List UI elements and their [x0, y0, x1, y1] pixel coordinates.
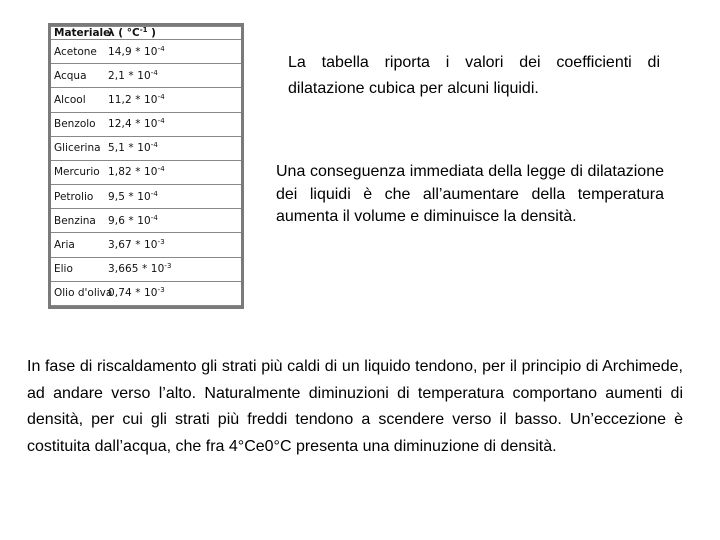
material-name: Aria — [51, 233, 105, 257]
coefficient-mantissa: 12,4 * 10 — [108, 118, 158, 131]
coefficient-exponent: -4 — [150, 189, 158, 198]
table-row — [51, 88, 241, 112]
coefficient-mantissa: 5,1 * 10 — [108, 142, 151, 155]
coefficient-mantissa: 9,5 * 10 — [108, 190, 151, 203]
material-name: Benzolo — [51, 112, 105, 136]
material-name: Olio d'oliva — [51, 281, 105, 305]
coefficient-exponent: -4 — [157, 117, 165, 126]
table-row — [51, 40, 241, 64]
table-header-row — [51, 27, 241, 40]
table-body — [51, 40, 241, 306]
coefficient-value — [105, 136, 241, 160]
table-row — [51, 136, 241, 160]
coefficient-value — [105, 160, 241, 184]
consequence-paragraph: Una conseguenza immediata della legge di dilatazione dei liquidi è che all’aumentare della temperatura aumenta il volume e diminuisce la densità. — [276, 163, 664, 225]
header-unit-exp: -1 — [139, 26, 148, 34]
material-name: Petrolio — [51, 185, 105, 209]
table-row — [51, 233, 241, 257]
coefficient-value — [105, 257, 241, 281]
table-row — [51, 185, 241, 209]
coefficient-table — [51, 26, 241, 306]
header-material: Materiale — [51, 27, 105, 40]
coefficient-mantissa: 14,9 * 10 — [108, 45, 158, 58]
coefficient-value — [105, 112, 241, 136]
coefficient-mantissa: 3,665 * 10 — [108, 263, 165, 276]
intro-paragraph: La tabella riporta i valori dei coefficienti di dilatazione cubica per alcuni liquidi. — [288, 54, 660, 97]
material-name: Elio — [51, 257, 105, 281]
coefficient-exponent: -4 — [157, 44, 165, 53]
material-name: Benzina — [51, 209, 105, 233]
coefficient-exponent: -4 — [157, 92, 165, 101]
coefficient-value — [105, 209, 241, 233]
material-name: Acqua — [51, 64, 105, 88]
header-unit-prefix: λ ( °C — [108, 27, 140, 39]
header-unit — [105, 27, 241, 40]
coefficient-value — [105, 88, 241, 112]
coefficient-mantissa: 0,74 * 10 — [108, 287, 158, 300]
table-row — [51, 160, 241, 184]
coefficient-value — [105, 40, 241, 64]
coefficient-exponent: -4 — [157, 165, 165, 174]
coefficient-exponent: -4 — [150, 213, 158, 222]
coefficient-mantissa: 9,6 * 10 — [108, 214, 151, 227]
coefficient-value — [105, 185, 241, 209]
coefficient-exponent: -4 — [150, 141, 158, 150]
material-name: Glicerina — [51, 136, 105, 160]
coefficient-value — [105, 64, 241, 88]
coefficient-value — [105, 233, 241, 257]
coefficient-exponent: -3 — [157, 237, 165, 246]
table-row — [51, 112, 241, 136]
coefficient-exponent: -3 — [157, 286, 165, 295]
table-row — [51, 257, 241, 281]
coefficient-mantissa: 3,67 * 10 — [108, 238, 158, 251]
table-row — [51, 281, 241, 305]
coefficient-mantissa: 11,2 * 10 — [108, 93, 158, 106]
coefficient-exponent: -3 — [164, 262, 172, 271]
material-name: Alcool — [51, 88, 105, 112]
table-row — [51, 209, 241, 233]
coefficient-exponent: -4 — [150, 68, 158, 77]
heating-paragraph: In fase di riscaldamento gli strati più caldi di un liquido tendono, per il principio di Archimede, ad andare verso l’alto. Naturalmente diminuzioni di temperatura comportano aumenti di densità, per cui gli strati più freddi tendono a scendere verso il basso. Un’eccezione è costituita dall’acqua, che fra 4°Ce0°C presenta una diminuzione di densità. — [27, 358, 683, 455]
header-unit-suffix: ) — [147, 27, 156, 39]
coefficient-mantissa: 1,82 * 10 — [108, 166, 158, 179]
table-row — [51, 64, 241, 88]
coefficient-value — [105, 281, 241, 305]
coefficient-mantissa: 2,1 * 10 — [108, 69, 151, 82]
material-name: Mercurio — [51, 160, 105, 184]
coefficient-table-image — [48, 23, 244, 309]
material-name: Acetone — [51, 40, 105, 64]
